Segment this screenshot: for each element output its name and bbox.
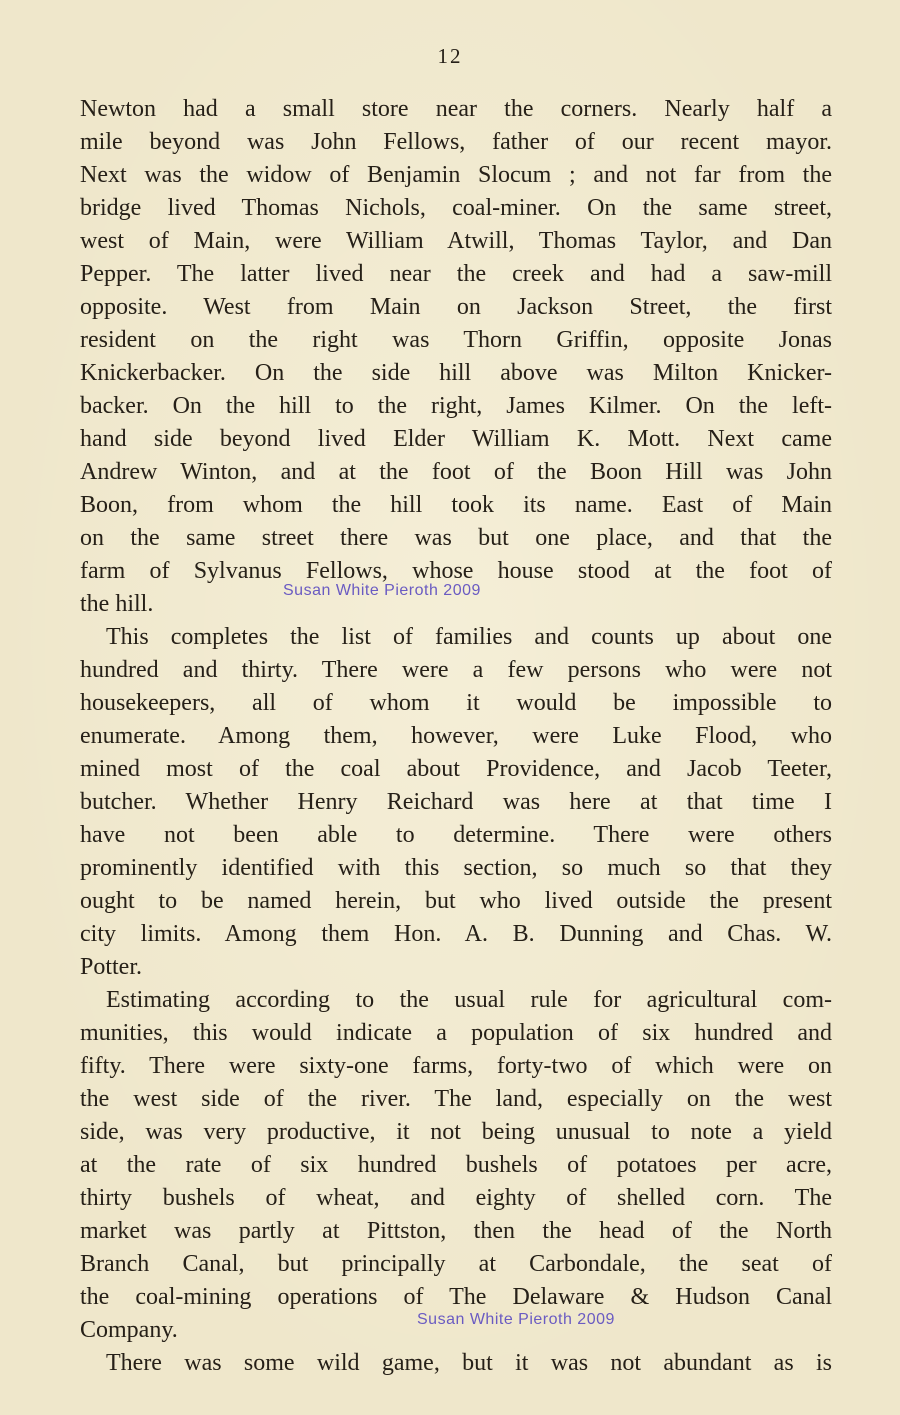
text-line: munities, this would indicate a population of six hundred and <box>80 1020 832 1046</box>
text-line: Boon, from whom the hill took its name. East of Main <box>80 492 832 518</box>
page-number: 12 <box>437 44 463 68</box>
text-line: butcher. Whether Henry Reichard was here at that time I <box>80 789 832 815</box>
text-line: backer. On the hill to the right, James Kilmer. On the left- <box>80 393 832 419</box>
text-line: mile beyond was John Fellows, father of our recent mayor. <box>80 129 832 155</box>
text-line: Andrew Winton, and at the foot of the Boon Hill was John <box>80 459 832 485</box>
text-line: Estimating according to the usual rule for agricultural com- <box>106 987 832 1013</box>
text-line: hundred and thirty. There were a few persons who were not <box>80 657 832 683</box>
text-line: Pepper. The latter lived near the creek and had a saw-mill <box>80 261 832 287</box>
text-line: housekeepers, all of whom it would be impossible to <box>80 690 832 716</box>
text-line: the west side of the river. The land, especially on the west <box>80 1086 832 1112</box>
text-line: Newton had a small store near the corners. Nearly half a <box>80 96 832 122</box>
watermark: Susan White Pieroth 2009 <box>417 1311 615 1328</box>
text-line: west of Main, were William Atwill, Thomas Taylor, and Dan <box>80 228 832 254</box>
watermark: Susan White Pieroth 2009 <box>283 582 481 599</box>
text-line: Branch Canal, but principally at Carbondale, the seat of <box>80 1251 832 1277</box>
text-line: This completes the list of families and counts up about one <box>106 624 832 650</box>
text-line: hand side beyond lived Elder William K. Mott. Next came <box>80 426 832 452</box>
text-line: on the same street there was but one place, and that the <box>80 525 832 551</box>
text-line: fifty. There were sixty-one farms, forty-two of which were on <box>80 1053 832 1079</box>
text-line: opposite. West from Main on Jackson Street, the first <box>80 294 832 320</box>
text-line: market was partly at Pittston, then the head of the North <box>80 1218 832 1244</box>
text-line: at the rate of six hundred bushels of potatoes per acre, <box>80 1152 832 1178</box>
text-line: thirty bushels of wheat, and eighty of shelled corn. The <box>80 1185 832 1211</box>
text-line: Potter. <box>80 954 143 980</box>
text-line: have not been able to determine. There were others <box>80 822 832 848</box>
text-line: Knickerbacker. On the side hill above was Milton Knicker- <box>80 360 832 386</box>
text-line: mined most of the coal about Providence, and Jacob Teeter, <box>80 756 832 782</box>
text-line: resident on the right was Thorn Griffin, opposite Jonas <box>80 327 832 353</box>
text-line: the coal-mining operations of The Delaware & Hudson Canal <box>80 1284 832 1310</box>
text-line: side, was very productive, it not being unusual to note a yield <box>80 1119 832 1145</box>
text-line: the hill. <box>80 591 154 617</box>
text-line: prominently identified with this section, so much so that they <box>80 855 832 881</box>
text-line: city limits. Among them Hon. A. B. Dunning and Chas. W. <box>80 921 832 947</box>
text-line: bridge lived Thomas Nichols, coal-miner. On the same street, <box>80 195 832 221</box>
body-text <box>80 93 832 1380</box>
text-line: ought to be named herein, but who lived outside the present <box>80 888 832 914</box>
text-line: There was some wild game, but it was not abundant as is <box>106 1350 832 1376</box>
text-line: Company. <box>80 1317 178 1343</box>
text-line: farm of Sylvanus Fellows, whose house stood at the foot of <box>80 558 832 584</box>
text-line: Next was the widow of Benjamin Slocum ; and not far from the <box>80 162 832 188</box>
text-line: enumerate. Among them, however, were Luke Flood, who <box>80 723 832 749</box>
